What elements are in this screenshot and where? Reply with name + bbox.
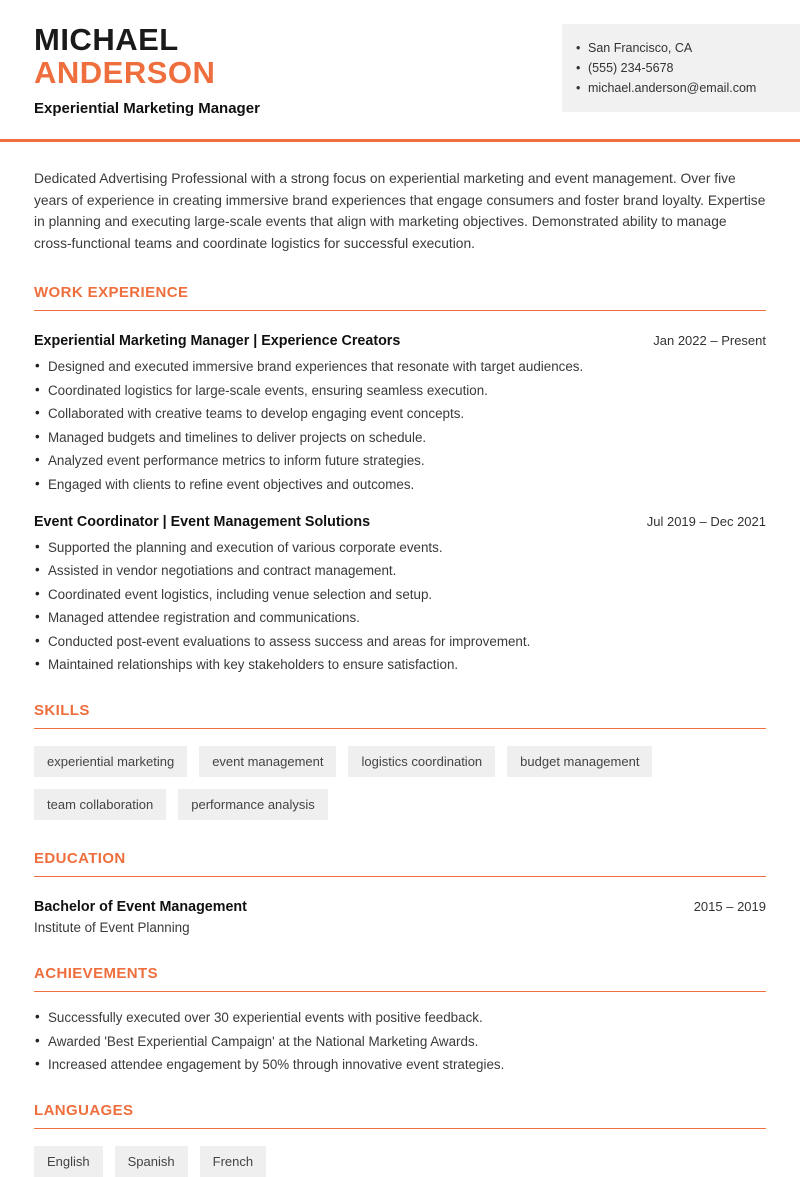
section-work-experience [34, 284, 766, 672]
job-bullet: • Assisted in vendor negotiations and contract management. [34, 563, 766, 578]
job-dates: Jan 2022 – Present [653, 333, 766, 349]
job-bullet: • Coordinated event logistics, including venue selection and setup. [34, 587, 766, 602]
language-tag: French [200, 1146, 266, 1177]
name-block [34, 24, 260, 117]
section-heading-achievements: ACHIEVEMENTS [34, 965, 766, 992]
skills-tag-list [34, 746, 766, 820]
skill-tag: logistics coordination [348, 746, 495, 777]
job-bullet: • Maintained relationships with key stakeholders to ensure satisfaction. [34, 657, 766, 672]
skill-tag: team collaboration [34, 789, 166, 820]
candidate-first-name: MICHAEL [34, 22, 179, 57]
languages-tag-list [34, 1146, 766, 1177]
job-bullet: • Engaged with clients to refine event objectives and outcomes. [34, 477, 766, 492]
job-bullet: • Analyzed event performance metrics to inform future strategies. [34, 453, 766, 468]
job-entry [34, 333, 766, 492]
job-title: Event Coordinator | Event Management Solutions [34, 513, 371, 530]
section-education [34, 850, 766, 935]
contact-location: • San Francisco, CA [576, 41, 786, 55]
degree-title: Bachelor of Event Management [34, 899, 247, 916]
education-school: Institute of Event Planning [34, 920, 190, 936]
section-heading-education: EDUCATION [34, 850, 766, 877]
candidate-title: Experiential Marketing Manager [34, 100, 260, 117]
contact-email: • michael.anderson@email.com [576, 81, 786, 95]
section-heading-skills: SKILLS [34, 702, 766, 729]
achievement-bullet: • Awarded 'Best Experiential Campaign' at the National Marketing Awards. [34, 1034, 766, 1049]
achievement-bullet: • Increased attendee engagement by 50% through innovative event strategies. [34, 1057, 766, 1072]
header-divider [0, 139, 800, 142]
job-header [34, 333, 766, 349]
skill-tag: event management [199, 746, 336, 777]
job-bullet: • Managed attendee registration and communications. [34, 610, 766, 625]
job-dates: Jul 2019 – Dec 2021 [646, 513, 766, 529]
job-bullet: • Supported the planning and execution of various corporate events. [34, 540, 766, 555]
skill-tag: performance analysis [178, 789, 328, 820]
job-bullet: • Managed budgets and timelines to deliver projects on schedule. [34, 430, 766, 445]
job-bullet: • Conducted post-event evaluations to assess success and areas for improvement. [34, 634, 766, 649]
contact-card [562, 24, 800, 112]
resume-body [0, 168, 800, 1177]
achievement-bullet: • Successfully executed over 30 experiential events with positive feedback. [34, 1010, 766, 1025]
language-tag: Spanish [115, 1146, 188, 1177]
job-header [34, 514, 766, 530]
education-dates: 2015 – 2019 [693, 899, 766, 915]
job-title: Experiential Marketing Manager | Experience Creators [34, 333, 401, 350]
job-entry [34, 514, 766, 673]
resume-header [0, 0, 800, 117]
section-heading-work-experience: WORK EXPERIENCE [34, 284, 766, 311]
skill-tag: experiential marketing [34, 746, 187, 777]
skill-tag: budget management [507, 746, 652, 777]
section-heading-languages: LANGUAGES [34, 1102, 766, 1129]
language-tag: English [34, 1146, 103, 1177]
summary-paragraph: Dedicated Advertising Professional with a strong focus on experiential marketing and event management. Over five years of experience in creating immersive brand experiences that engage consumers and foster brand loyalty. Expertise in planning and executing large-scale events that align with marketing objectives. Demonstrated ability to manage cross-functional teams and coordinate logistics for successful execution. [34, 171, 766, 251]
job-bullet: • Designed and executed immersive brand experiences that resonate with target audiences. [34, 359, 766, 374]
section-skills [34, 702, 766, 820]
job-bullet: • Collaborated with creative teams to develop engaging event concepts. [34, 406, 766, 421]
section-languages [34, 1102, 766, 1177]
candidate-last-name: ANDERSON [34, 55, 216, 90]
section-achievements [34, 965, 766, 1072]
contact-phone: • (555) 234-5678 [576, 61, 786, 75]
job-bullet: • Coordinated logistics for large-scale events, ensuring seamless execution. [34, 383, 766, 398]
education-entry [34, 899, 766, 915]
